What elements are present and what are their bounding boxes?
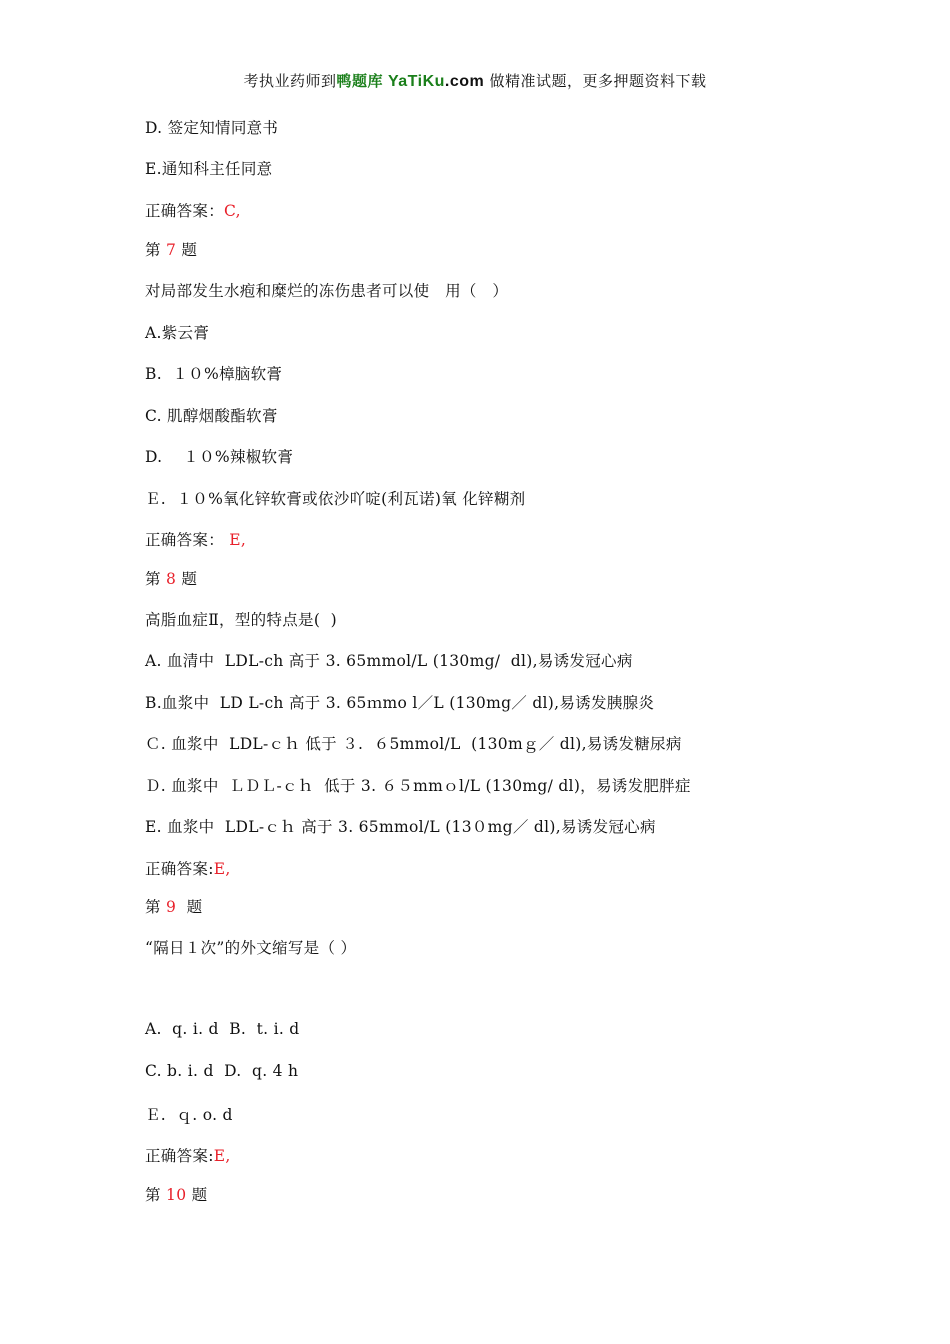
answer-q7 (145, 528, 246, 550)
options-ab-q9: A. q. i. d B. t. i. d (145, 1020, 300, 1038)
option-e-q9: Ｅ. ｑ. o. d (145, 1106, 233, 1124)
question-number-10 (145, 1183, 207, 1205)
option-b-q7: B. １０%樟脑软膏 (145, 365, 283, 383)
answer-label: 正确答案： (145, 531, 225, 549)
answer-value: E, (213, 860, 231, 878)
answer-value: C, (224, 202, 241, 220)
options-cd-q9: C. b. i. d D. q. 4 h (145, 1062, 299, 1080)
question-number-prefix: 第 (145, 570, 167, 588)
option-c-q8: Ｃ. 血浆中 LDL-ｃｈ 低于 ３. ６5mmol/L (130mｇ／ dl),易诱发糖尿病 (145, 735, 682, 753)
question-number-suffix: 题 (176, 241, 198, 259)
option-d-q7: D. １０%辣椒软膏 (145, 448, 294, 466)
question-number-7 (145, 238, 197, 260)
question-number-value: 7 (166, 241, 177, 259)
answer-value: E, (213, 1147, 231, 1165)
brand-name-cn: 鸭题库 (336, 72, 383, 90)
question-number-prefix: 第 (145, 898, 167, 916)
option-e-q8: E. 血浆中 LDL-ｃｈ 高于 3. 65mmol/L (13０mg／ dl),易诱发冠心病 (145, 818, 656, 836)
answer-q9 (145, 1144, 231, 1166)
question-number-9 (145, 895, 202, 917)
banner-prefix: 考执业药师到 (243, 72, 337, 90)
question-number-suffix: 题 (186, 1186, 208, 1204)
question-number-suffix: 题 (176, 570, 198, 588)
brand-domain: .com (444, 73, 485, 90)
question-number-prefix: 第 (145, 241, 167, 259)
question-number-prefix: 第 (145, 1186, 167, 1204)
brand-name-en: YaTiKu (383, 73, 445, 90)
option-a-q7: A.紫云膏 (145, 324, 210, 342)
banner-suffix: 做精准试题，更多押题资料下载 (484, 72, 707, 90)
question-number-suffix: 题 (176, 898, 203, 916)
option-e-q6: E.通知科主任同意 (145, 160, 273, 178)
question-stem-9: “隔日１次”的外文缩写是（ ） (145, 939, 357, 957)
option-a-q8: A. 血清中 LDL-ch 高于 3. 65mmol/L (130mg/ dl),易诱发冠心病 (145, 652, 633, 670)
question-number-value: 8 (166, 570, 177, 588)
option-d-q6: D. 签定知情同意书 (145, 119, 279, 137)
option-e-q7: Ｅ. １０%氧化锌软膏或依沙吖啶(利瓦诺)氧 化锌糊剂 (145, 490, 526, 508)
question-stem-7: 对局部发生水疱和糜烂的冻伤患者可以使 用（ ） (145, 282, 509, 300)
question-stem-8: 高脂血症Ⅱ，型的特点是( ) (145, 611, 337, 629)
answer-label: 正确答案： (145, 202, 225, 220)
question-number-value: 9 (166, 898, 177, 916)
option-c-q7: C. 肌醇烟酸酯软膏 (145, 407, 278, 425)
answer-label: 正确答案: (145, 860, 214, 878)
answer-q6 (145, 199, 241, 221)
answer-q8 (145, 857, 231, 879)
answer-value: E, (224, 531, 247, 549)
answer-label: 正确答案: (145, 1147, 214, 1165)
question-number-8 (145, 567, 197, 589)
question-number-value: 10 (166, 1186, 187, 1204)
option-b-q8: B.血浆中 LD L-ch 高于 3. 65ｍmo l／L (130mg／ dl),易诱发胰腺炎 (145, 694, 655, 712)
site-banner (0, 70, 950, 91)
option-d-q8: Ｄ. 血浆中 ＬＤＬ-ｃｈ 低于 3. ６５mmｏl/L (130mg/ dl)，易诱发肥胖症 (145, 777, 691, 795)
